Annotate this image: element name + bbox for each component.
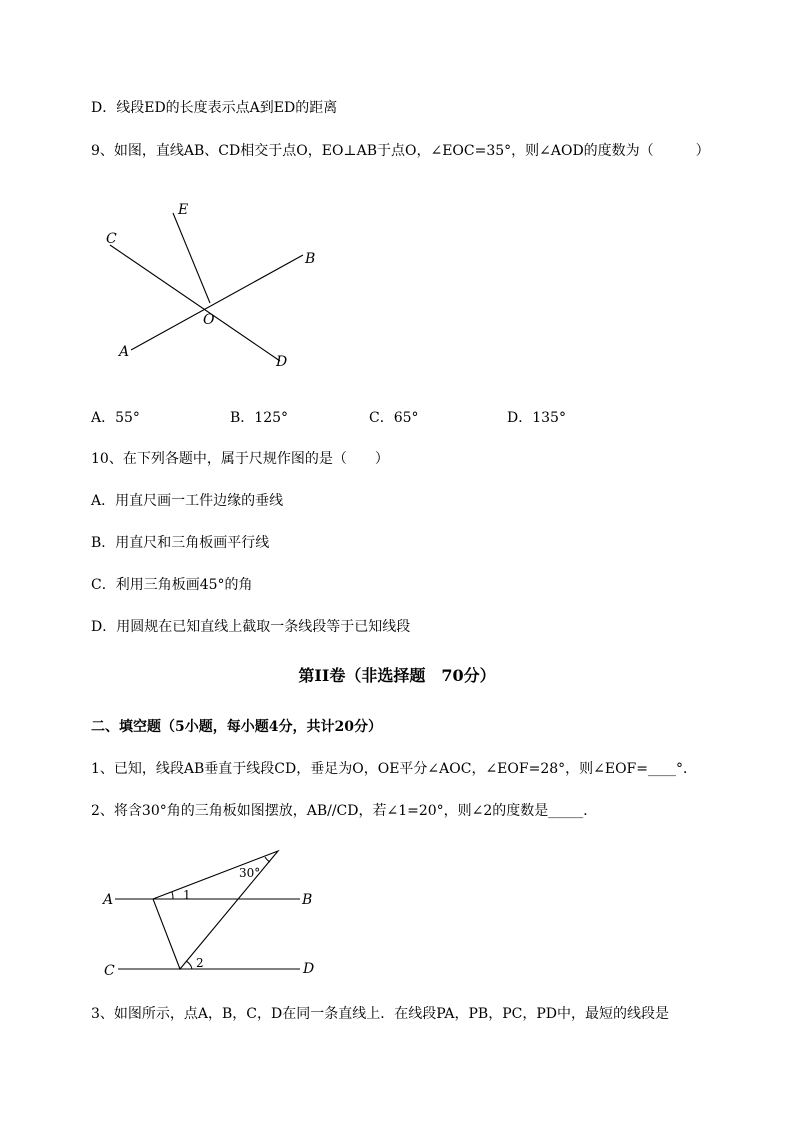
label-e: E bbox=[178, 202, 189, 218]
q10-option-a: A．用直尺画一工件边缘的垂线 bbox=[91, 493, 284, 509]
q9-option-c: C．65° bbox=[369, 410, 419, 426]
label-o: O bbox=[203, 312, 215, 328]
label-c: C bbox=[104, 963, 115, 979]
fill-question-2: 2、将含30°角的三角板如图摆放，AB//CD，若∠1=20°，则∠2的度数是_____． bbox=[91, 803, 598, 819]
angle-30-arc bbox=[265, 857, 270, 862]
label-d: D bbox=[276, 354, 288, 370]
question-10: 10、在下列各题中，属于尺规作图的是（ ） bbox=[91, 451, 389, 467]
label-angle-2: 2 bbox=[196, 956, 204, 970]
label-c: C bbox=[106, 231, 117, 247]
q10-option-b: B．用直尺和三角板画平行线 bbox=[91, 535, 270, 551]
figure-triangle-parallel bbox=[100, 845, 340, 985]
label-angle-1: 1 bbox=[183, 888, 191, 902]
fill-question-1: 1、已知，线段AB垂直于线段CD，垂足为O，OE平分∠AOC，∠EOF=28°，则∠EOF=____°． bbox=[91, 761, 698, 777]
q9-option-b: B．125° bbox=[230, 410, 289, 426]
angle-1-arc bbox=[172, 892, 173, 899]
section-2-heading: 二、填空题（5小题，每小题4分，共计20分） bbox=[91, 719, 382, 735]
label-b: B bbox=[302, 892, 313, 908]
figure-intersecting-lines bbox=[100, 195, 340, 375]
option-d-line: D．线段ED的长度表示点A到ED的距离 bbox=[91, 100, 338, 116]
fill-question-3: 3、如图所示，点A，B，C，D在同一条直线上．在线段PA，PB，PC，PD中，最短的线段是 bbox=[91, 1006, 669, 1022]
part-2-title: 第II卷（非选择题 70分） bbox=[298, 666, 496, 685]
q9-option-d: D．135° bbox=[507, 410, 566, 426]
q10-option-c: C．利用三角板画45°的角 bbox=[91, 577, 253, 593]
ray-oe bbox=[173, 213, 210, 303]
angle-2-arc bbox=[186, 961, 192, 969]
q9-option-a: A．55° bbox=[91, 410, 140, 426]
label-angle-30: 30° bbox=[239, 866, 261, 880]
label-a: A bbox=[103, 892, 114, 908]
line-cd bbox=[110, 245, 280, 361]
line-ab bbox=[131, 255, 303, 350]
label-a: A bbox=[119, 344, 130, 360]
label-d: D bbox=[303, 961, 315, 977]
question-9: 9、如图，直线AB、CD相交于点O，EO⊥AB于点O，∠EOC=35°，则∠AOD的度数为（ ） bbox=[91, 143, 710, 159]
q10-option-d: D．用圆规在已知直线上截取一条线段等于已知线段 bbox=[91, 619, 411, 635]
label-b: B bbox=[305, 251, 316, 267]
